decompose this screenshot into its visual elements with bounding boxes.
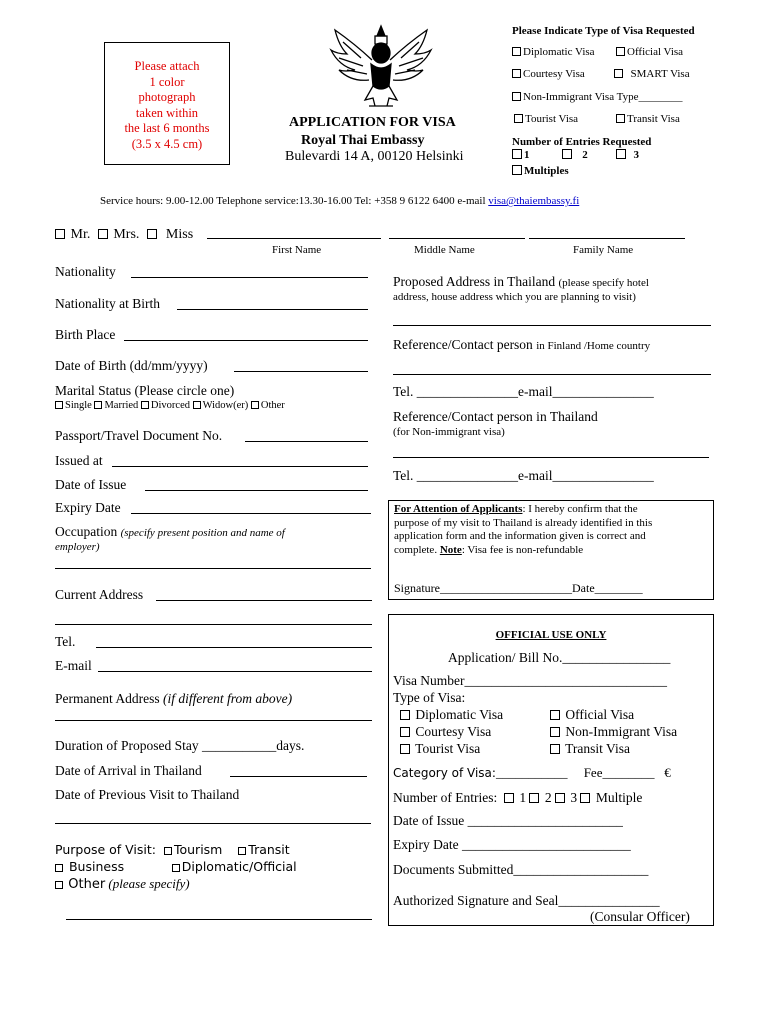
checkbox[interactable] xyxy=(512,165,522,175)
first-name-field[interactable] xyxy=(207,238,381,239)
photo-instructions: Please attach 1 color photograph taken within the last 6 months (3.5 x 4.5 cm) xyxy=(124,59,210,151)
dob-label: Date of Birth (dd/mm/yyyy) xyxy=(55,358,208,373)
official-expiry: Expiry Date _________________________ xyxy=(393,837,631,852)
official-courtesy: Courtesy Visa xyxy=(400,724,491,740)
type-of-visa-label: Type of Visa: xyxy=(393,690,466,705)
checkbox[interactable] xyxy=(550,727,560,737)
official-diplomatic: Diplomatic Visa xyxy=(400,707,503,723)
family-name-field[interactable] xyxy=(529,238,685,239)
checkbox[interactable] xyxy=(400,710,410,720)
checkbox[interactable] xyxy=(514,114,523,123)
ref-thailand-field[interactable] xyxy=(393,457,709,458)
marital-status-options: Single Married Divorced Widow(er) Other xyxy=(55,400,285,411)
visa-number: Visa Number______________________________ xyxy=(393,673,668,688)
checkbox[interactable] xyxy=(562,149,572,159)
checkbox-other[interactable] xyxy=(251,401,259,409)
checkbox-business[interactable] xyxy=(55,864,63,872)
ref-finland-field[interactable] xyxy=(393,374,711,375)
passport-label: Passport/Travel Document No. xyxy=(55,428,223,443)
visa-option-tourist[interactable]: Tourist Visa xyxy=(514,113,578,125)
checkbox-tourism[interactable] xyxy=(164,847,172,855)
proposed-address-field[interactable] xyxy=(393,325,711,326)
consular-officer: (Consular Officer) xyxy=(590,909,690,924)
dob-field[interactable] xyxy=(234,371,368,372)
checkbox[interactable] xyxy=(512,149,522,159)
category-row: Category of Visa:___________ Fee________ € xyxy=(393,765,671,780)
checkbox[interactable] xyxy=(512,47,521,56)
checkbox[interactable] xyxy=(512,92,521,101)
checkbox[interactable] xyxy=(550,744,560,754)
duration-label: Duration of Proposed Stay ___________days. xyxy=(55,738,305,753)
checkbox[interactable] xyxy=(550,710,560,720)
form-title: APPLICATION FOR VISA xyxy=(289,115,456,130)
service-info: Service hours: 9.00-12.00 Telephone service:13.30-16.00 Tel: +358 9 6122 6400 e-mail visa@thaiembassy.fi xyxy=(100,195,580,207)
embassy-name: Royal Thai Embassy xyxy=(301,133,425,148)
checkbox-transit[interactable] xyxy=(238,847,246,855)
visa-type-heading: Please Indicate Type of Visa Requested xyxy=(512,25,695,37)
arrival-field[interactable] xyxy=(230,776,367,777)
checkbox-widow[interactable] xyxy=(193,401,201,409)
email-label: E-mail xyxy=(55,658,92,673)
entry-option-multiples[interactable]: Multiples xyxy=(512,165,569,177)
visa-option-smart[interactable]: SMART Visa xyxy=(614,68,690,80)
purpose-row-2: Business Diplomatic/Official xyxy=(55,859,297,874)
ref-thailand-label: Reference/Contact person in Thailand xyxy=(393,409,598,424)
expiry-field[interactable] xyxy=(131,513,371,514)
nationality-field[interactable] xyxy=(131,277,368,278)
ref-finland-label: Reference/Contact person in Finland /Home country xyxy=(393,337,651,352)
proposed-address-note: address, house address which you are planning to visit) xyxy=(393,291,636,303)
authorized-signature: Authorized Signature and Seal_______________ xyxy=(393,893,660,908)
current-address-label: Current Address xyxy=(55,587,144,602)
official-use-heading: OFFICIAL USE ONLY xyxy=(495,629,607,641)
ref-thailand-note: (for Non-immigrant visa) xyxy=(393,426,505,438)
entries-row: Number of Entries: 1 2 3 Multiple xyxy=(393,790,643,805)
occupation-note: employer) xyxy=(55,541,100,553)
visa-option-non-immigrant[interactable]: Non-Immigrant Visa Type________ xyxy=(512,91,682,103)
checkbox-miss[interactable] xyxy=(147,229,157,239)
official-tourist: Tourist Visa xyxy=(400,741,480,757)
checkbox-divorced[interactable] xyxy=(141,401,149,409)
entries-heading: Number of Entries Requested xyxy=(512,136,652,148)
current-address-field[interactable] xyxy=(156,600,372,601)
nationality-label: Nationality xyxy=(55,264,116,279)
checkbox[interactable] xyxy=(512,69,521,78)
garuda-emblem-icon xyxy=(325,20,437,112)
official-official: Official Visa xyxy=(550,707,634,723)
official-date-issue: Date of Issue _______________________ xyxy=(393,813,623,828)
permanent-address-field[interactable] xyxy=(55,720,372,721)
checkbox-other-purpose[interactable] xyxy=(55,881,63,889)
checkbox[interactable] xyxy=(616,47,625,56)
arrival-label: Date of Arrival in Thailand xyxy=(55,763,202,778)
permanent-address-label: Permanent Address (if different from above) xyxy=(55,691,293,706)
title-options: Mr. Mrs. Miss xyxy=(55,227,193,243)
other-purpose-field[interactable] xyxy=(66,919,372,920)
birth-place-label: Birth Place xyxy=(55,327,116,342)
middle-name-field[interactable] xyxy=(389,238,525,239)
checkbox[interactable] xyxy=(400,727,410,737)
attention-text: For Attention of Applicants: I hereby confirm that the purpose of my visit to Thailand is already identified in this application form and the information given is correct and complete. Note: Visa fee is non-refundable xyxy=(394,503,653,556)
occupation-label: Occupation (specify present position and name of xyxy=(55,524,285,539)
marital-status-label: Marital Status (Please circle one) xyxy=(55,383,235,398)
checkbox[interactable] xyxy=(616,114,625,123)
purpose-row-1: Purpose of Visit: Tourism Transit xyxy=(55,842,290,857)
checkbox-single[interactable] xyxy=(55,401,63,409)
checkbox[interactable] xyxy=(555,793,565,803)
checkbox[interactable] xyxy=(580,793,590,803)
official-non-immigrant: Non-Immigrant Visa xyxy=(550,724,677,740)
proposed-address-label: Proposed Address in Thailand (please specify hotel xyxy=(393,274,649,289)
entry-option-3[interactable]: 3 xyxy=(616,149,639,161)
nationality-birth-field[interactable] xyxy=(177,309,368,310)
visa-option-diplomatic[interactable]: Diplomatic Visa xyxy=(512,46,595,58)
ref-thailand-contact: Tel. _______________e-mail_______________ xyxy=(393,468,654,483)
previous-visit-label: Date of Previous Visit to Thailand xyxy=(55,787,240,802)
nationality-birth-label: Nationality at Birth xyxy=(55,296,160,311)
tel-field[interactable] xyxy=(96,647,372,648)
occupation-field[interactable] xyxy=(55,568,371,569)
checkbox[interactable] xyxy=(504,793,514,803)
documents-submitted: Documents Submitted____________________ xyxy=(393,862,649,877)
current-address-field-2[interactable] xyxy=(55,624,372,625)
visa-option-courtesy[interactable]: Courtesy Visa xyxy=(512,68,585,80)
bill-number: Application/ Bill No.________________ xyxy=(448,650,671,665)
first-name-label: First Name xyxy=(272,244,322,256)
entry-option-1[interactable]: 1 xyxy=(512,149,530,161)
issued-at-label: Issued at xyxy=(55,453,103,468)
date-issue-field[interactable] xyxy=(145,490,368,491)
issued-at-field[interactable] xyxy=(112,466,368,467)
embassy-address: Bulevardi 14 A, 00120 Helsinki xyxy=(285,149,464,164)
email-field[interactable] xyxy=(98,671,372,672)
checkbox[interactable] xyxy=(616,149,626,159)
attention-signature[interactable]: Signature______________________Date________ xyxy=(394,581,643,595)
entry-option-2[interactable]: 2 xyxy=(562,149,588,161)
checkbox-mrs[interactable] xyxy=(98,229,108,239)
birth-place-field[interactable] xyxy=(124,340,368,341)
ref-finland-contact: Tel. _______________e-mail_______________ xyxy=(393,384,654,399)
visa-option-official[interactable]: Official Visa xyxy=(616,46,683,58)
official-transit: Transit Visa xyxy=(550,741,630,757)
date-issue-label: Date of Issue xyxy=(55,477,127,492)
middle-name-label: Middle Name xyxy=(414,244,475,256)
checkbox[interactable] xyxy=(529,793,539,803)
family-name-label: Family Name xyxy=(573,244,634,256)
checkbox-diplomatic-official[interactable] xyxy=(172,864,180,872)
passport-field[interactable] xyxy=(245,441,368,442)
embassy-email-link[interactable]: visa@thaiembassy.fi xyxy=(488,195,580,207)
purpose-row-3: Other (please specify) xyxy=(55,876,190,892)
visa-option-transit[interactable]: Transit Visa xyxy=(616,113,680,125)
checkbox-mr[interactable] xyxy=(55,229,65,239)
previous-visit-field[interactable] xyxy=(55,823,371,824)
checkbox-married[interactable] xyxy=(94,401,102,409)
expiry-label: Expiry Date xyxy=(55,500,121,515)
checkbox[interactable] xyxy=(614,69,623,78)
tel-label: Tel. xyxy=(55,634,76,649)
checkbox[interactable] xyxy=(400,744,410,754)
